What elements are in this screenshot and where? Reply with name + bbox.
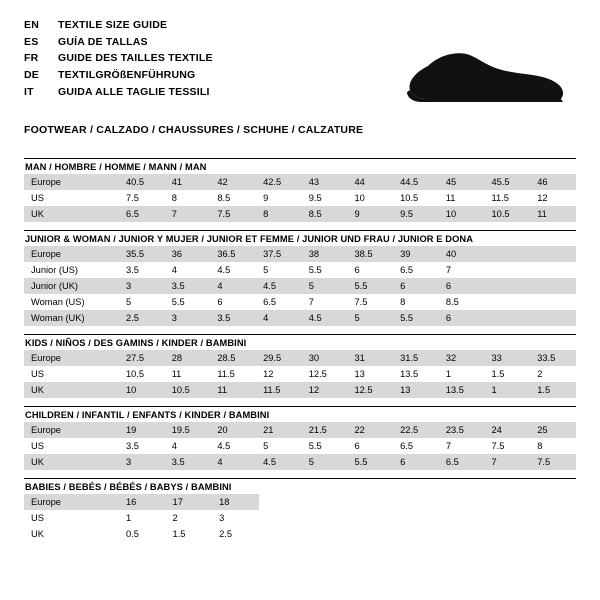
table-cell: 10 [119,382,165,398]
table-cell: 9 [347,206,393,222]
row-label: UK [24,206,119,222]
table-cell: 1 [485,382,531,398]
table-cell: 19 [119,422,165,438]
table-cell: 6.5 [119,206,165,222]
table-cell: 5.5 [347,278,393,294]
table-cell: 5 [347,310,393,326]
table-row [24,246,576,262]
language-row [24,51,213,68]
language-row [24,18,213,35]
table-cell: 11.5 [485,190,531,206]
table-cell: 4 [210,278,256,294]
size-table-babies [24,494,259,542]
table-cell: 8 [256,206,302,222]
table-row [24,494,259,510]
table-cell: 3 [165,310,211,326]
dress-shoe-icon [368,40,568,112]
table-cell: 13.5 [439,382,485,398]
table-cell: 6.5 [256,294,302,310]
row-label: Europe [24,422,119,438]
row-label: Europe [24,246,119,262]
table-cell: 4.5 [256,278,302,294]
table-cell: 3 [119,278,165,294]
table-cell: 13.5 [393,366,439,382]
table-cell: 42 [210,174,256,190]
table-cell: 5 [302,278,348,294]
table-cell: 6 [439,278,485,294]
table-cell: 28.5 [210,350,256,366]
table-cell: 6 [393,278,439,294]
table-cell [530,294,576,310]
size-group-babies [24,478,576,542]
table-cell: 23.5 [439,422,485,438]
table-cell: 7.5 [485,438,531,454]
table-cell: 9.5 [302,190,348,206]
table-cell: 38.5 [347,246,393,262]
table-cell: 11.5 [210,366,256,382]
language-title: GUÍA DE TALLAS [58,35,148,48]
table-cell: 6 [393,454,439,470]
table-cell: 7.5 [210,206,256,222]
table-cell: 2 [530,366,576,382]
document-header [24,18,576,110]
language-code: FR [24,52,39,65]
table-cell: 8 [530,438,576,454]
language-row [24,68,213,85]
table-cell: 10.5 [393,190,439,206]
table-cell: 5 [256,262,302,278]
table-row [24,294,576,310]
table-cell: 27.5 [119,350,165,366]
table-cell: 39 [393,246,439,262]
language-row [24,85,213,102]
row-label: US [24,438,119,454]
row-label: UK [24,526,119,542]
row-label: Europe [24,494,119,510]
table-cell: 8 [393,294,439,310]
size-group-man [24,158,576,222]
table-cell [485,310,531,326]
table-cell: 3.5 [210,310,256,326]
table-cell: 2 [166,510,213,526]
language-row [24,35,213,52]
table-cell: 1.5 [166,526,213,542]
table-cell: 11.5 [256,382,302,398]
language-title: TEXTILGRÖßENFÜHRUNG [58,69,196,82]
table-cell: 7 [485,454,531,470]
table-cell: 22.5 [393,422,439,438]
table-cell: 6.5 [439,454,485,470]
table-cell: 3.5 [119,262,165,278]
row-label: Junior (UK) [24,278,119,294]
row-label: Woman (US) [24,294,119,310]
table-cell: 42.5 [256,174,302,190]
table-cell: 9.5 [393,206,439,222]
table-cell: 8.5 [302,206,348,222]
row-label: Woman (UK) [24,310,119,326]
table-cell: 46 [530,174,576,190]
row-label: Europe [24,350,119,366]
table-cell: 1 [119,510,166,526]
table-cell: 33 [485,350,531,366]
table-row [24,310,576,326]
table-cell: 13 [393,382,439,398]
table-cell: 3.5 [165,454,211,470]
table-cell: 10 [439,206,485,222]
table-cell: 33.5 [530,350,576,366]
table-cell: 29.5 [256,350,302,366]
table-cell: 4.5 [210,438,256,454]
table-cell [485,294,531,310]
table-cell: 6 [347,438,393,454]
language-code: IT [24,85,34,98]
table-cell: 3 [212,510,259,526]
table-row [24,174,576,190]
table-cell: 0.5 [119,526,166,542]
table-cell: 18 [212,494,259,510]
size-table-kids [24,350,576,398]
table-cell: 1 [439,366,485,382]
table-cell: 6.5 [393,438,439,454]
table-cell: 45.5 [485,174,531,190]
table-cell: 16 [119,494,166,510]
group-title: JUNIOR & WOMAN / JUNIOR Y MUJER / JUNIOR ET FEMME / JUNIOR UND FRAU / JUNIOR E DONA [25,234,474,244]
table-cell: 31.5 [393,350,439,366]
table-cell: 5.5 [347,454,393,470]
group-title: KIDS / NIÑOS / DES GAMINS / KINDER / BAMBINI [25,338,247,348]
table-cell: 3.5 [119,438,165,454]
table-cell: 21 [256,422,302,438]
table-cell: 5.5 [393,310,439,326]
table-cell: 1.5 [530,382,576,398]
row-label: US [24,366,119,382]
table-cell: 5 [302,454,348,470]
table-cell: 20 [210,422,256,438]
table-cell: 44.5 [393,174,439,190]
table-cell: 12.5 [347,382,393,398]
table-cell: 4.5 [302,310,348,326]
group-divider [24,406,576,407]
table-cell: 40 [439,246,485,262]
table-cell: 10.5 [165,382,211,398]
table-cell: 10.5 [485,206,531,222]
table-cell: 24 [485,422,531,438]
table-cell: 4 [210,454,256,470]
table-cell: 3 [119,454,165,470]
table-row [24,382,576,398]
table-cell: 4.5 [256,454,302,470]
size-table-children [24,422,576,470]
table-cell: 5.5 [302,262,348,278]
group-divider [24,478,576,479]
table-cell: 8.5 [439,294,485,310]
table-cell [485,278,531,294]
table-cell: 11 [165,366,211,382]
table-row [24,526,259,542]
table-cell: 4 [256,310,302,326]
table-cell: 7.5 [347,294,393,310]
row-label: Junior (US) [24,262,119,278]
table-row [24,206,576,222]
table-cell [485,246,531,262]
table-cell: 4.5 [210,262,256,278]
table-cell: 36 [165,246,211,262]
table-cell: 7.5 [119,190,165,206]
table-cell: 1.5 [485,366,531,382]
table-row [24,454,576,470]
language-title-list [24,18,213,102]
table-cell: 36.5 [210,246,256,262]
size-group-kids [24,334,576,398]
table-cell: 44 [347,174,393,190]
table-cell: 40.5 [119,174,165,190]
group-divider [24,158,576,159]
table-cell: 2.5 [212,526,259,542]
size-table-junior-woman [24,246,576,326]
table-cell [530,310,576,326]
table-cell: 37.5 [256,246,302,262]
language-code: EN [24,19,39,31]
table-cell: 45 [439,174,485,190]
table-cell: 30 [302,350,348,366]
table-cell: 6 [210,294,256,310]
table-cell: 7 [165,206,211,222]
size-group-children [24,406,576,470]
table-cell: 17 [166,494,213,510]
table-cell: 25 [530,422,576,438]
group-title: CHILDREN / INFANTIL / ENFANTS / KINDER / BAMBINI [25,410,270,420]
table-cell: 11 [530,206,576,222]
table-cell [530,246,576,262]
table-cell: 41 [165,174,211,190]
table-cell: 31 [347,350,393,366]
table-cell: 11 [210,382,256,398]
table-cell: 10 [347,190,393,206]
table-cell: 38 [302,246,348,262]
group-title: MAN / HOMBRE / HOMME / MANN / MAN [25,162,207,172]
row-label: US [24,510,119,526]
table-cell: 5 [256,438,302,454]
table-cell: 35.5 [119,246,165,262]
table-row [24,422,576,438]
table-row [24,350,576,366]
table-cell: 7 [439,438,485,454]
table-cell: 5.5 [165,294,211,310]
page-title: FOOTWEAR / CALZADO / CHAUSSURES / SCHUHE / CALZATURE [24,124,364,136]
table-cell: 4 [165,262,211,278]
row-label: UK [24,382,119,398]
table-cell [530,262,576,278]
table-cell: 9 [256,190,302,206]
row-label: US [24,190,119,206]
table-row [24,278,576,294]
table-cell: 2.5 [119,310,165,326]
table-cell: 13 [347,366,393,382]
table-cell: 8 [165,190,211,206]
table-cell: 8.5 [210,190,256,206]
size-group-junior-woman [24,230,576,326]
row-label: UK [24,454,119,470]
group-divider [24,334,576,335]
table-cell: 7 [302,294,348,310]
table-cell: 12 [302,382,348,398]
table-cell: 12 [530,190,576,206]
language-code: DE [24,69,39,82]
table-cell: 10.5 [119,366,165,382]
language-title: GUIDE DES TAILLES TEXTILE [58,52,213,65]
table-cell [485,262,531,278]
group-divider [24,230,576,231]
table-cell: 12.5 [302,366,348,382]
table-cell: 6.5 [393,262,439,278]
table-row [24,366,576,382]
table-cell: 43 [302,174,348,190]
table-cell: 6 [439,310,485,326]
table-cell: 6 [347,262,393,278]
language-title: TEXTILE SIZE GUIDE [58,19,168,31]
table-cell: 5 [119,294,165,310]
group-title: BABIES / BEBÉS / BÉBÉS / BABYS / BAMBINI [25,482,232,492]
table-cell: 12 [256,366,302,382]
language-code: ES [24,35,39,48]
row-label: Europe [24,174,119,190]
table-cell: 28 [165,350,211,366]
table-cell: 3.5 [165,278,211,294]
table-cell: 7 [439,262,485,278]
table-cell [530,278,576,294]
table-row [24,190,576,206]
table-row [24,510,259,526]
table-row [24,438,576,454]
table-cell: 11 [439,190,485,206]
table-cell: 7.5 [530,454,576,470]
table-row [24,262,576,278]
language-title: GUIDA ALLE TAGLIE TESSILI [58,85,210,98]
table-cell: 19.5 [165,422,211,438]
table-cell: 4 [165,438,211,454]
table-cell: 32 [439,350,485,366]
size-table-man [24,174,576,222]
table-cell: 22 [347,422,393,438]
table-cell: 21.5 [302,422,348,438]
table-cell: 5.5 [302,438,348,454]
